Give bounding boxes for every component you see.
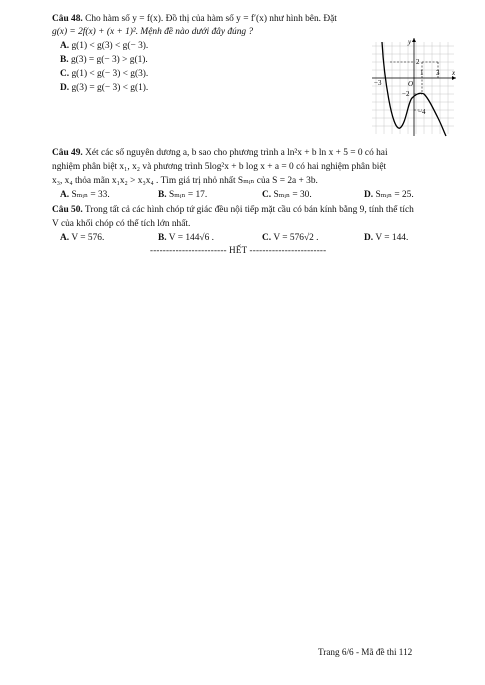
q49-option-b	[158, 189, 207, 201]
option-text: V = 144.	[375, 233, 409, 243]
option-letter: C.	[60, 69, 70, 79]
option-text: g(3) = g(− 3) > g(1).	[70, 55, 148, 65]
q48-option-b	[60, 54, 148, 66]
option-text: Sₘᵢₙ = 30.	[273, 190, 312, 200]
option-text: g(1) < g(− 3) < g(3).	[71, 69, 149, 79]
q50-option-a	[60, 232, 104, 244]
q48-option-d	[60, 82, 148, 94]
tick-1: 1	[420, 69, 424, 77]
q49-line2: nghiệm phân biệt x₁, x₂ và phương trình 5log²x + b log x + a = 0 có hai nghiệm phân biệt	[52, 162, 387, 172]
option-text: g(3) = g(− 3) < g(1).	[71, 83, 149, 93]
end-of-exam-mark: ------------------------ HẾT ------------------------	[150, 245, 327, 255]
option-letter: A.	[60, 41, 70, 51]
derivative-graph	[368, 36, 460, 138]
tick-minus-3: −3	[374, 79, 382, 87]
option-text: V = 576√2 .	[273, 233, 319, 243]
q49-number: Câu 49.	[52, 148, 83, 158]
option-letter: A.	[60, 233, 70, 243]
option-letter: D.	[364, 233, 374, 243]
q50-line2: V của khối chóp có thể tích lớn nhất.	[52, 219, 191, 229]
q50-option-b	[158, 232, 214, 244]
page-footer: Trang 6/6 - Mã đề thi 112	[318, 647, 413, 657]
option-text: g(1) < g(3) < g(− 3).	[71, 41, 149, 51]
y-axis-label: y	[408, 38, 412, 46]
q50-text-1: Trong tất cả các hình chóp tứ giác đều nội tiếp mặt cầu có bán kính bằng 9, tính thể tích	[84, 205, 414, 215]
option-letter: C.	[262, 233, 272, 243]
q50-number: Câu 50.	[52, 205, 83, 215]
option-letter: C.	[262, 190, 272, 200]
option-letter: B.	[158, 190, 167, 200]
tick-2: 2	[416, 58, 420, 66]
option-letter: D.	[364, 190, 374, 200]
option-text: Sₘᵢₙ = 17.	[168, 190, 208, 200]
q48-option-c	[60, 68, 148, 80]
q49-option-d	[364, 189, 414, 201]
origin-label: O	[408, 80, 414, 88]
option-text: Sₘᵢₙ = 33.	[71, 190, 110, 200]
q48-option-a	[60, 40, 148, 52]
option-letter: A.	[60, 190, 70, 200]
q50-option-d	[364, 232, 408, 244]
q49-line1	[52, 147, 388, 159]
tick-minus-2: −2	[402, 90, 410, 98]
option-text: V = 144√6 .	[168, 233, 214, 243]
option-letter: D.	[60, 83, 70, 93]
q48-text-1: Cho hàm số y = f(x). Đồ thị của hàm số y = f′(x) như hình bên. Đặt	[85, 14, 337, 24]
q49-option-a	[60, 189, 110, 201]
option-letter: B.	[158, 233, 167, 243]
q49-option-c	[262, 189, 312, 201]
q48-line2: g(x) = 2f(x) + (x + 1)². Mệnh đề nào dưới đây đúng ?	[52, 27, 254, 37]
q48-line1	[52, 13, 337, 25]
q49-text-1: Xét các số nguyên dương a, b sao cho phương trình a ln²x + b ln x + 5 = 0 có hai	[85, 148, 388, 158]
option-letter: B.	[60, 55, 69, 65]
tick-minus-4: −4	[418, 108, 426, 116]
option-text: V = 576.	[71, 233, 105, 243]
q50-option-c	[262, 232, 318, 244]
option-text: Sₘᵢₙ = 25.	[375, 190, 414, 200]
tick-3: 3	[436, 69, 440, 77]
q49-line3: x₃, x₄ thỏa mãn x₁x₂ > x₃x₄ . Tìm giá trị nhỏ nhất Sₘᵢₙ của S = 2a + 3b.	[52, 176, 318, 186]
x-axis-label: x	[452, 69, 456, 77]
q48-number: Câu 48.	[52, 14, 83, 24]
q50-line1	[52, 204, 414, 216]
